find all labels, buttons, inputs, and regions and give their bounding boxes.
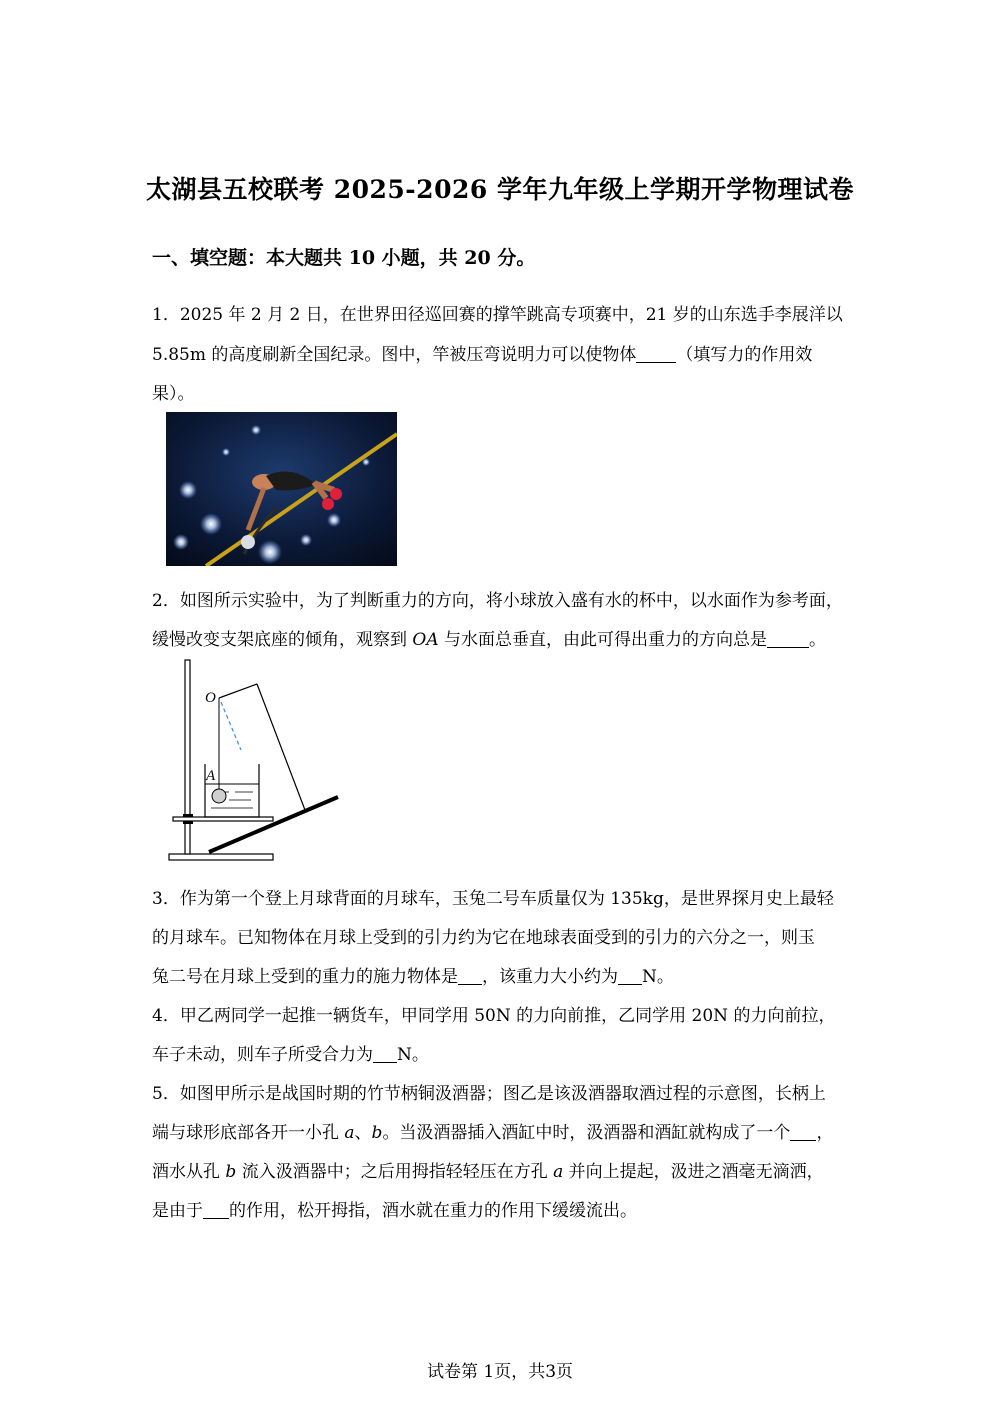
q3-text-c: N。 xyxy=(642,967,674,987)
q3-line-1: 3．作为第一个登上月球背面的月球车，玉兔二号车质量仅为 135kg，是世界探月史上最轻 xyxy=(152,889,834,909)
q5-text-f: 并向上提起，汲进之酒毫无滴洒， xyxy=(563,1162,824,1182)
q1-answer-blank[interactable] xyxy=(636,361,676,363)
q2-answer-blank[interactable] xyxy=(767,646,809,648)
q3-line-3 xyxy=(152,962,674,987)
page-footer: 试卷第 1页，共3页 xyxy=(426,1362,574,1382)
q5-line-1: 5．如图甲所示是战国时期的竹节柄铜汲酒器；图乙是该汲酒器取酒过程的示意图，长柄上 xyxy=(152,1084,826,1104)
q4-line-2 xyxy=(152,1040,429,1065)
gravity-direction-diagram xyxy=(163,656,348,866)
q5-answer-blank-1[interactable] xyxy=(790,1139,816,1141)
q4-text-a: 车子未动，则车子所受合力为 xyxy=(152,1045,373,1065)
q5-sep: 、 xyxy=(354,1123,372,1143)
q5-text-e: 流入汲酒器中；之后用拇指轻轻压在方孔 xyxy=(236,1162,554,1182)
q2-text-c: 。 xyxy=(809,630,827,650)
q2-var-oa: OA xyxy=(412,630,439,650)
q5-var-a: a xyxy=(344,1123,355,1143)
pole-vault-photo xyxy=(166,412,397,566)
q5-answer-blank-2[interactable] xyxy=(203,1217,229,1219)
q5-text-g: 是由于 xyxy=(152,1201,203,1221)
q3-line-2: 的月球车。已知物体在月球上受到的引力约为它在地球表面受到的引力的六分之一，则玉 xyxy=(152,928,815,948)
q4-line-1: 4．甲乙两同学一起推一辆货车，甲同学用 50N 的力向前推，乙同学用 20N 的力向前拉， xyxy=(152,1006,836,1026)
q5-var-b2: b xyxy=(225,1162,237,1182)
q3-text-a: 兔二号在月球上受到的重力的施力物体是 xyxy=(152,967,458,987)
q4-answer-blank[interactable] xyxy=(373,1061,397,1063)
q2-text-a: 缓慢改变支架底座的倾角，观察到 xyxy=(152,630,413,650)
q4-text-b: N。 xyxy=(397,1045,429,1065)
q1-line-3: 果）。 xyxy=(152,384,195,404)
q5-text-h: 的作用，松开拇指，酒水就在重力的作用下缓缓流出。 xyxy=(229,1201,637,1221)
q5-line-2 xyxy=(152,1118,833,1143)
q1-line-1: 1．2025 年 2 月 2 日，在世界田径巡回赛的撑竿跳高专项赛中，21 岁的山东选手李展洋以 xyxy=(152,305,843,325)
section-heading: 一、填空题：本大题共 10 小题，共 20 分。 xyxy=(152,247,536,269)
label-a: A xyxy=(206,768,216,784)
q5-line-4 xyxy=(152,1196,637,1221)
q2-text-b: 与水面总垂直，由此可得出重力的方向总是 xyxy=(438,630,768,650)
q5-var-a2: a xyxy=(553,1162,564,1182)
q1-text-a: 5.85m 的高度刷新全国纪录。图中，竿被压弯说明力可以使物体 xyxy=(152,345,637,365)
q3-answer-blank-1[interactable] xyxy=(458,983,482,985)
q1-line-2 xyxy=(152,340,812,365)
q5-text-a: 端与球形底部各开一小孔 xyxy=(152,1123,345,1143)
q5-var-b: b xyxy=(371,1123,383,1143)
q5-text-d: 酒水从孔 xyxy=(152,1162,226,1182)
q3-answer-blank-2[interactable] xyxy=(618,983,642,985)
q5-line-3 xyxy=(152,1157,824,1182)
q5-text-c: ， xyxy=(816,1123,834,1143)
q2-line-1: 2．如图所示实验中，为了判断重力的方向，将小球放入盛有水的杯中，以水面作为参考面， xyxy=(152,591,843,611)
q1-text-b: （填写力的作用效 xyxy=(676,345,813,365)
exam-title: 太湖县五校联考 2025-2026 学年九年级上学期开学物理试卷 xyxy=(146,175,854,204)
q5-text-b: 。当汲酒器插入酒缸中时，汲酒器和酒缸就构成了一个 xyxy=(382,1123,791,1143)
label-o: O xyxy=(205,690,216,706)
q3-text-b: ，该重力大小约为 xyxy=(482,967,618,987)
q2-line-2 xyxy=(152,625,826,650)
